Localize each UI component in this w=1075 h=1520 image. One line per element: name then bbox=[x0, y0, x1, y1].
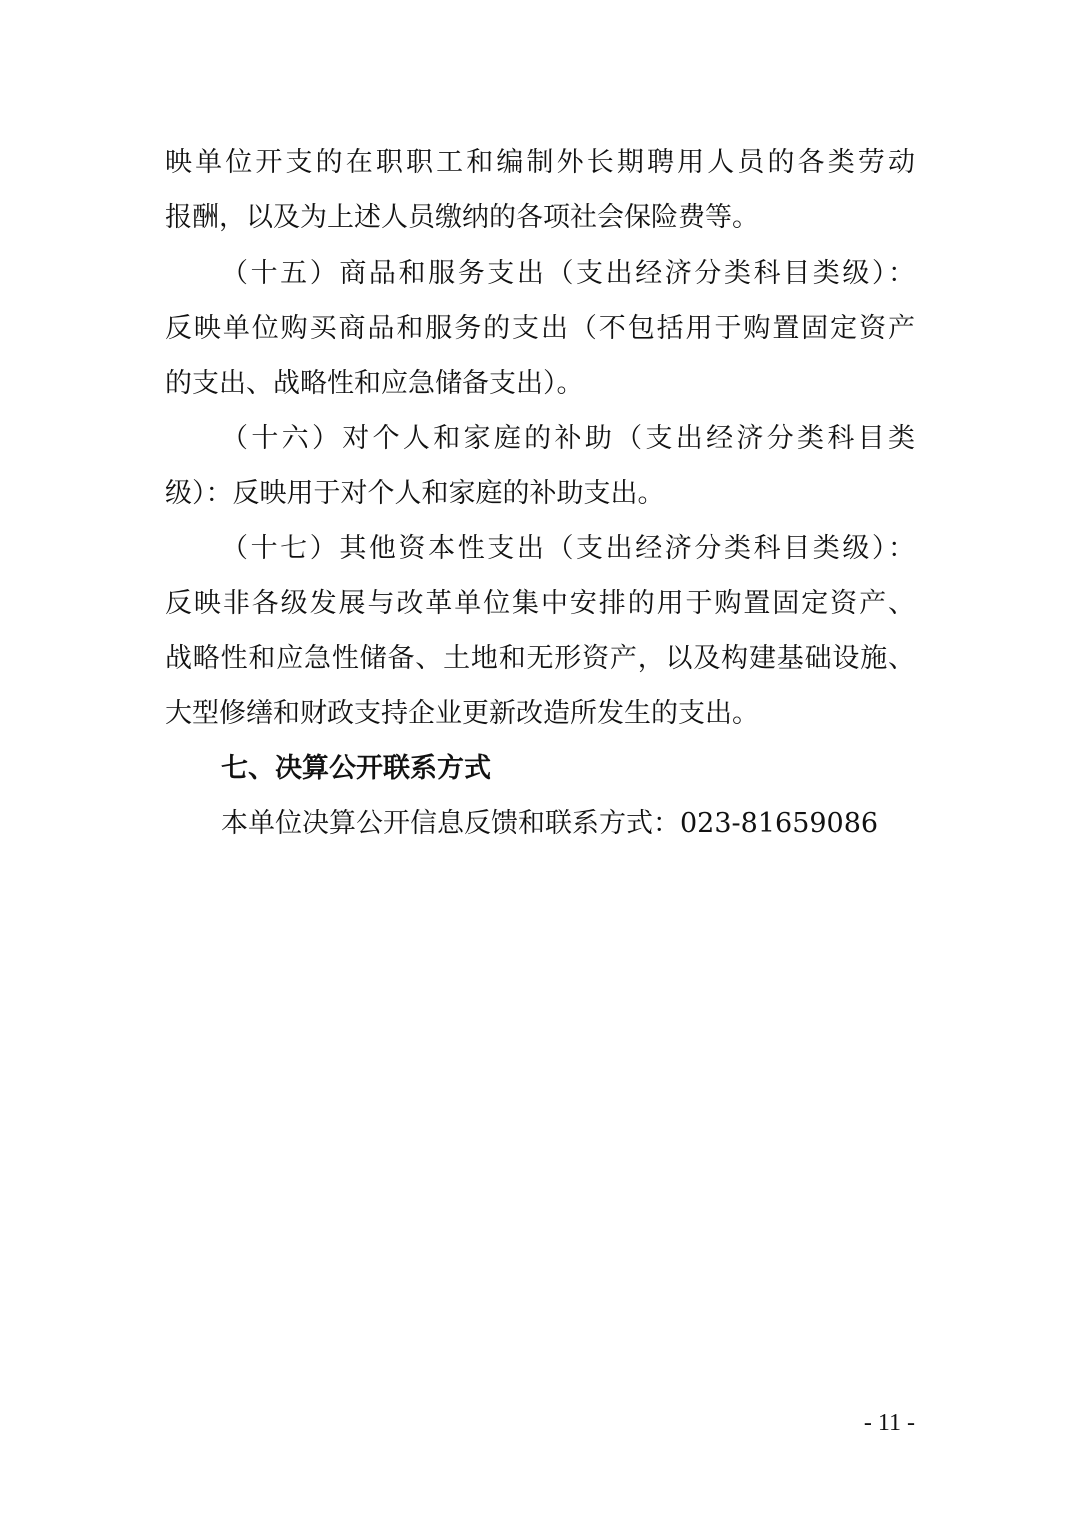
paragraph-15-line-3: 的支出、战略性和应急储备支出）。 bbox=[165, 368, 584, 399]
contact-line: 本单位决算公开信息反馈和联系方式：023-81659086 bbox=[221, 808, 879, 839]
paragraph-17-line-4: 大型修缮和财政支持企业更新改造所发生的支出。 bbox=[165, 698, 759, 729]
paragraph-17-line-3: 战略性和应急性储备、土地和无形资产，以及构建基础设施、 bbox=[165, 643, 915, 674]
paragraph-15-line-2: 反映单位购买商品和服务的支出（不包括用于购置固定资产 bbox=[165, 313, 915, 344]
section-7-heading: 七、决算公开联系方式 bbox=[221, 753, 491, 784]
page-number: - 11 - bbox=[863, 1410, 915, 1436]
paragraph-16-line-2: 级）：反映用于对个人和家庭的补助支出。 bbox=[165, 478, 665, 509]
paragraph-17-line-1: （十七）其他资本性支出（支出经济分类科目类级）： bbox=[221, 533, 915, 564]
paragraph-16-line-1: （十六）对个人和家庭的补助（支出经济分类科目类 bbox=[221, 423, 915, 454]
paragraph-17-line-2: 反映非各级发展与改革单位集中安排的用于购置固定资产、 bbox=[165, 588, 915, 619]
paragraph-15-line-1: （十五）商品和服务支出（支出经济分类科目类级）： bbox=[221, 258, 915, 289]
paragraph-14-line-2: 报酬，以及为上述人员缴纳的各项社会保险费等。 bbox=[165, 202, 759, 233]
paragraph-14-line-1: 映单位开支的在职职工和编制外长期聘用人员的各类劳动 bbox=[165, 147, 915, 178]
